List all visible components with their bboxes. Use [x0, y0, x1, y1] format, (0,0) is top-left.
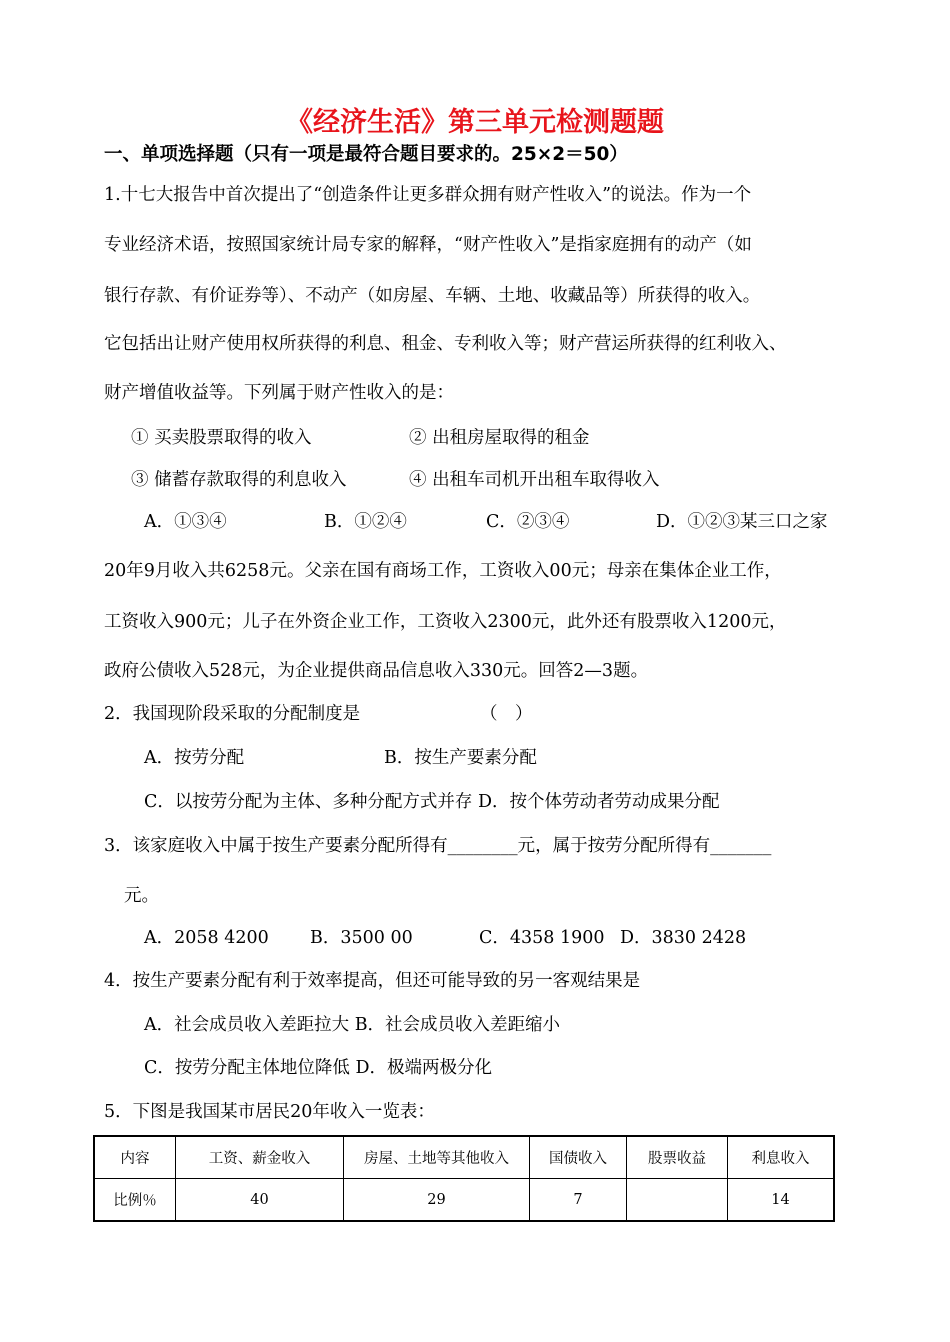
- table-cell: 40: [176, 1179, 344, 1222]
- q3-stem-end: 元。: [124, 886, 159, 906]
- family-line-2: 工资收入900元；儿子在外资企业工作，工资收入2300元，此外还有股票收入1200元，: [104, 612, 787, 632]
- q3-option-d: D．3830 2428: [620, 928, 747, 948]
- q4-stem: 4．按生产要素分配有利于效率提高，但还可能导致的另一客观结果是: [104, 971, 641, 991]
- table-header-cell: 房屋、土地等其他收入: [344, 1136, 530, 1179]
- family-line-3: 政府公债收入528元，为企业提供商品信息收入330元。回答2—3题。: [104, 661, 649, 681]
- q2-answer-paren: （ ）: [480, 704, 533, 724]
- q2-option-cd: C．以按劳分配为主体、多种分配方式并存 D．按个体劳动者劳动成果分配: [144, 792, 720, 812]
- q1-line-1: 1.十七大报告中首次提出了“创造条件让更多群众拥有财产性收入”的说法。作为一个: [104, 185, 752, 205]
- page-title: 《经济生活》第三单元检测题题: [286, 107, 664, 138]
- q3-option-a: A．2058 4200: [144, 928, 269, 948]
- q1-line-4: 它包括出让财产使用权所获得的利息、租金、专利收入等；财产营运所获得的红利收入、: [104, 334, 787, 354]
- q2-option-a: A．按劳分配: [144, 748, 245, 768]
- q3-option-b: B．3500 00: [310, 928, 413, 948]
- table-header-cell: 股票收益: [627, 1136, 728, 1179]
- income-table: [93, 1135, 835, 1222]
- family-line-1: 20年9月收入共6258元。父亲在国有商场工作，工资收入00元；母亲在集体企业工作，: [104, 561, 782, 581]
- q1-option-a: A．①③④: [144, 512, 227, 532]
- table-header-cell: 利息收入: [728, 1136, 835, 1179]
- q1-item-2: ② 出租房屋取得的租金: [409, 428, 590, 448]
- q1-option-c: C．②③④: [486, 512, 570, 532]
- section-heading: 一、单项选择题（只有一项是最符合题目要求的。25×2＝50）: [104, 144, 628, 165]
- table-cell: 7: [530, 1179, 627, 1222]
- q1-option-b: B．①②④: [324, 512, 407, 532]
- q4-option-cd: C．按劳分配主体地位降低 D．极端两极分化: [144, 1058, 492, 1078]
- q2-stem: 2．我国现阶段采取的分配制度是: [104, 704, 361, 724]
- q1-item-4: ④ 出租车司机开出租车取得收入: [409, 470, 660, 490]
- q3-stem: 3．该家庭收入中属于按生产要素分配所得有________元，属于按劳分配所得有_______: [104, 836, 772, 856]
- table-header-cell: 内容: [94, 1136, 176, 1179]
- q1-item-1: ① 买卖股票取得的收入: [131, 428, 312, 448]
- table-row: [94, 1179, 834, 1222]
- q1-line-2: 专业经济术语，按照国家统计局专家的解释，“财产性收入”是指家庭拥有的动产（如: [104, 235, 752, 255]
- q2-option-b: B．按生产要素分配: [384, 748, 537, 768]
- q1-line-5: 财产增值收益等。下列属于财产性收入的是：: [104, 383, 454, 403]
- table-header-row: [94, 1136, 834, 1179]
- q1-option-d: D．①②③某三口之家: [656, 512, 828, 532]
- q4-option-ab: A．社会成员收入差距拉大 B．社会成员收入差距缩小: [144, 1015, 561, 1035]
- table-header-cell: 国债收入: [530, 1136, 627, 1179]
- q1-item-3: ③ 储蓄存款取得的利息收入: [131, 470, 347, 490]
- q5-stem: 5．下图是我国某市居民20年收入一览表：: [104, 1102, 435, 1122]
- q3-option-c: C．4358 1900: [479, 928, 605, 948]
- table-cell: [627, 1179, 728, 1222]
- table-header-cell: 工资、薪金收入: [176, 1136, 344, 1179]
- table-cell: 14: [728, 1179, 835, 1222]
- table-cell: 29: [344, 1179, 530, 1222]
- table-cell: 比例％: [94, 1179, 176, 1222]
- q1-line-3: 银行存款、有价证券等）、不动产（如房屋、车辆、土地、收藏品等）所获得的收入。: [104, 286, 761, 306]
